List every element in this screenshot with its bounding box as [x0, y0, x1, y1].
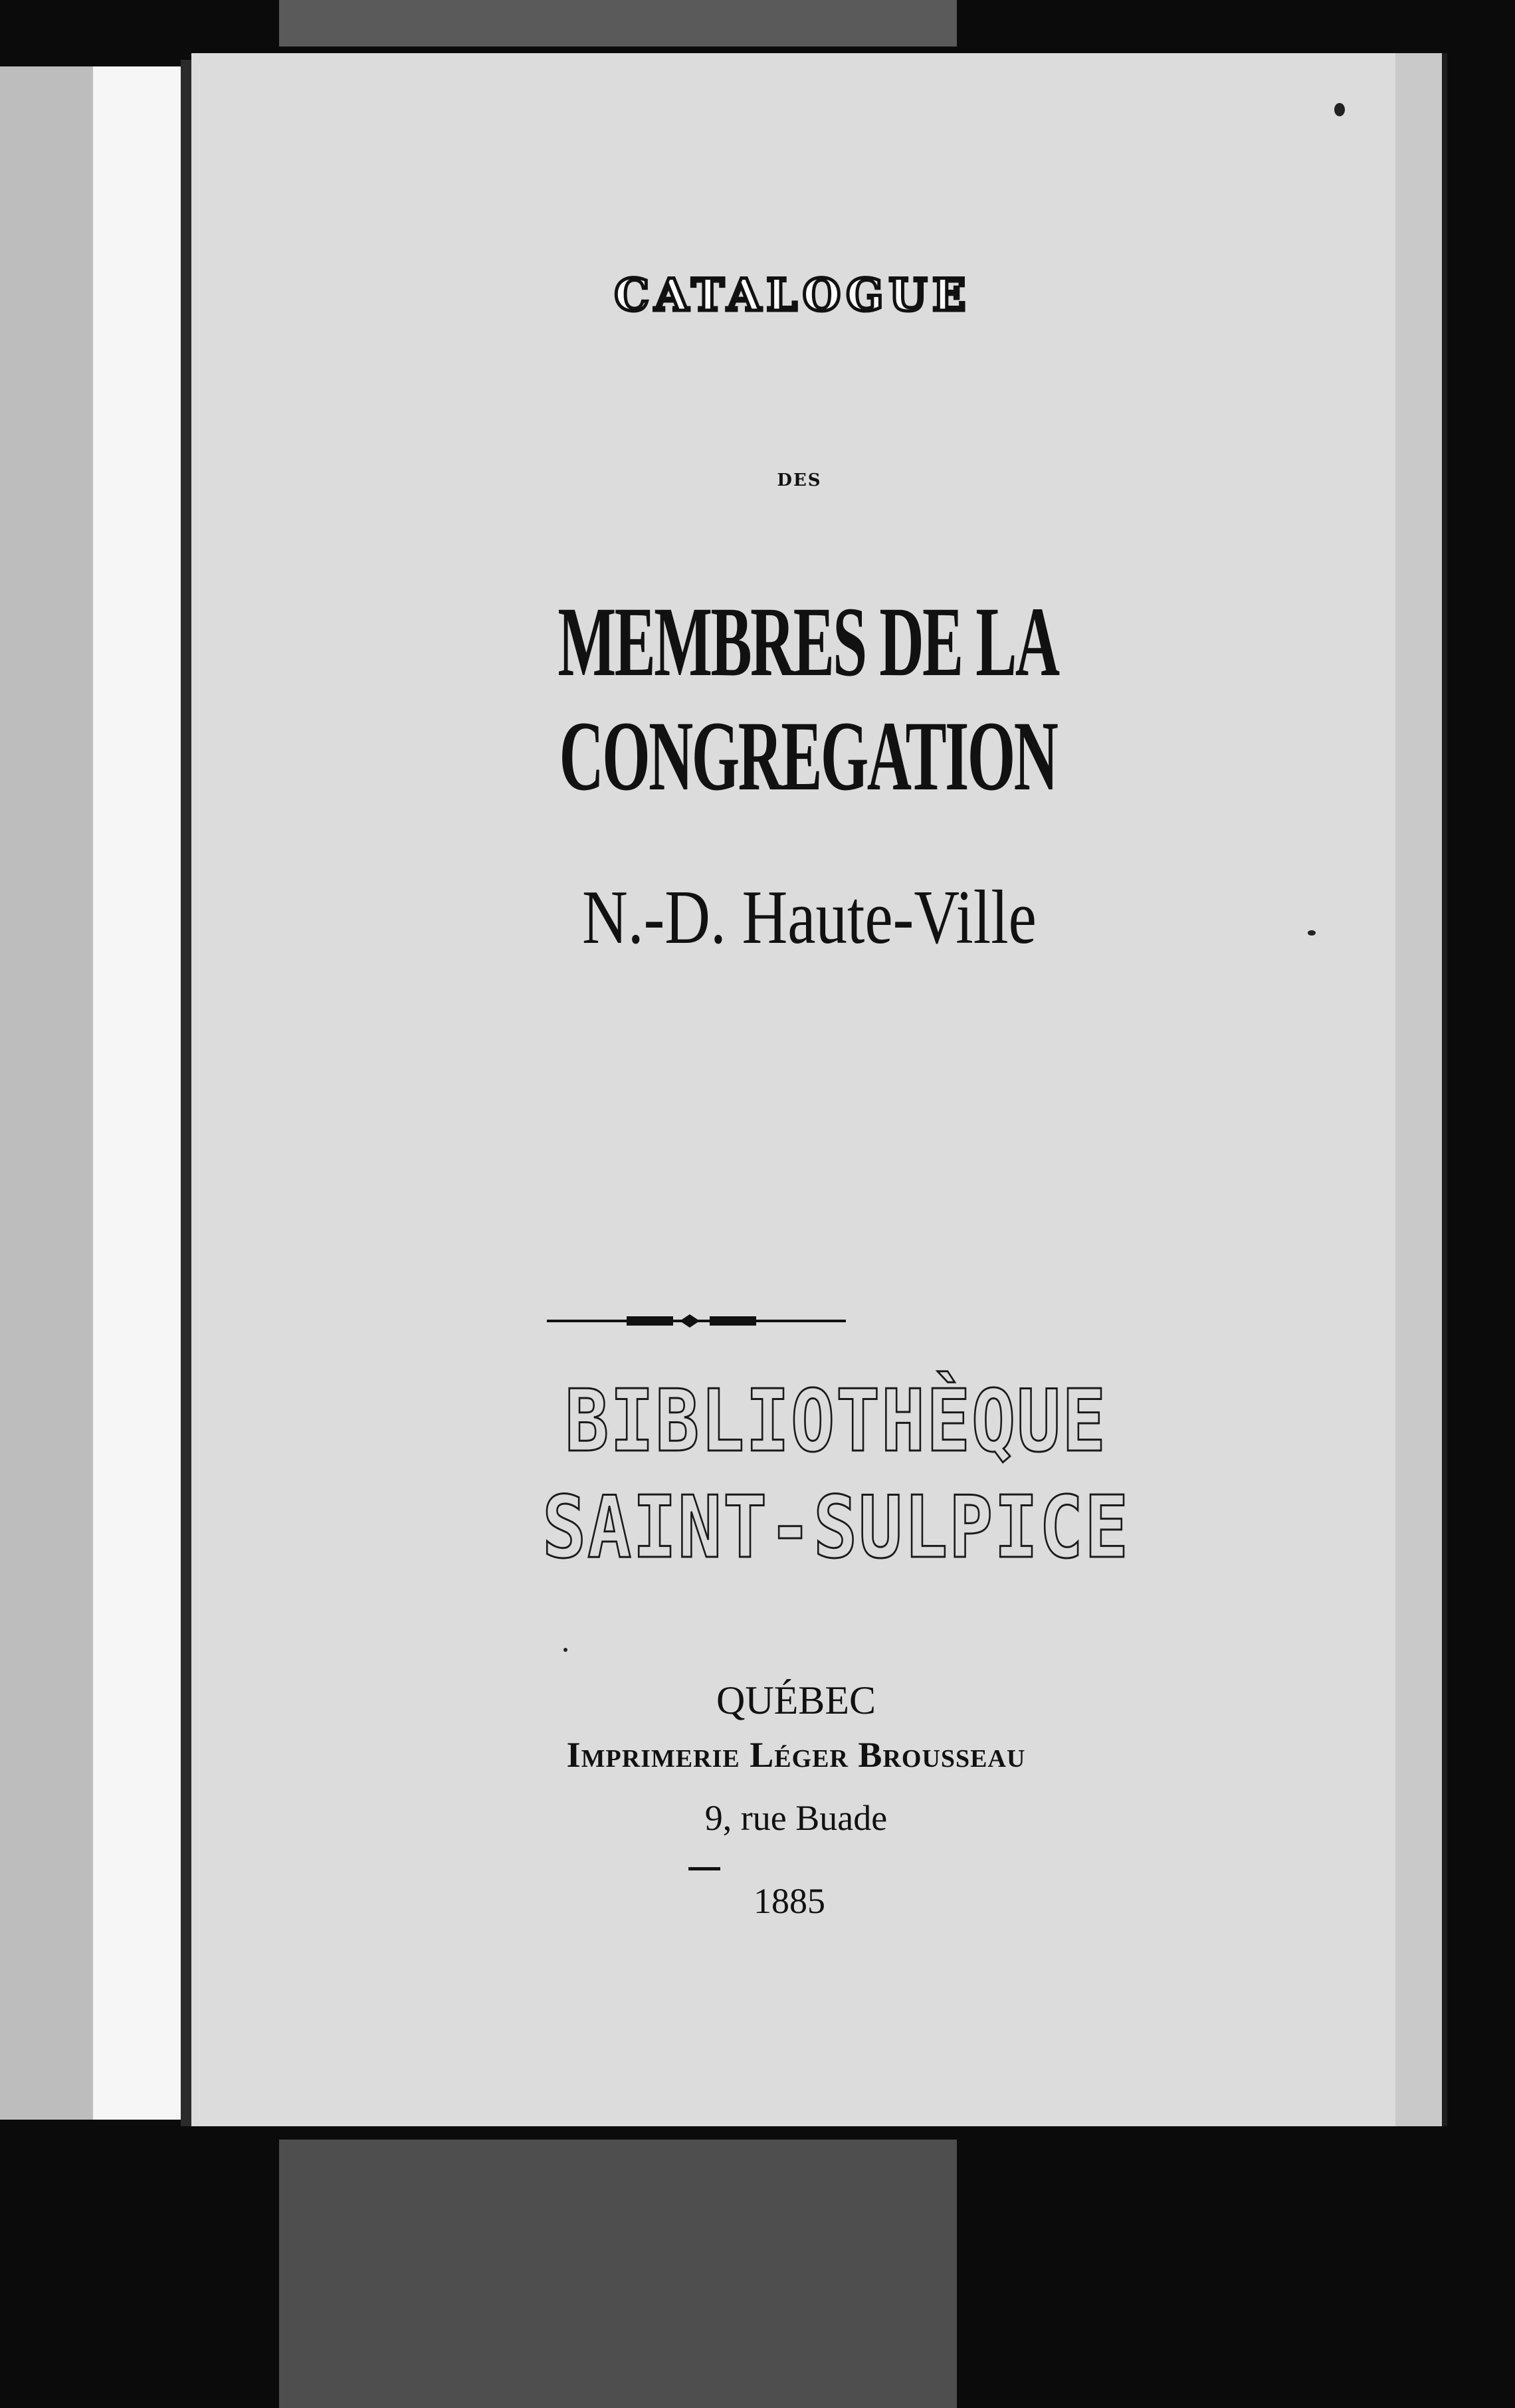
- imprint-year: 1885: [754, 1881, 825, 1921]
- paper-speck: [1334, 103, 1345, 116]
- imprint-printer: Imprimerie Léger Brousseau: [566, 1735, 1026, 1775]
- left-page-edge: [0, 66, 93, 2120]
- paper-speck: [563, 1648, 567, 1652]
- stamp-line-2: SAINT-SULPICE: [542, 1478, 1130, 1577]
- title-page-content: [191, 53, 1441, 2126]
- paper-speck: [1308, 930, 1316, 936]
- stamp-line-1: BIBLIOTHÈQUE: [565, 1372, 1107, 1471]
- des-label: DES: [777, 470, 822, 490]
- white-margin-band: [93, 66, 183, 2120]
- subtitle: N.-D. Haute-Ville: [582, 875, 1037, 960]
- scan-top-strip: [279, 0, 957, 47]
- catalogue-heading: CATALOGUE: [614, 269, 971, 321]
- imprint-city: QUÉBEC: [716, 1678, 876, 1722]
- main-title: MEMBRES DE LA CONGREGATION: [557, 587, 1059, 811]
- ornament-divider: [547, 1311, 846, 1331]
- imprint-divider: [688, 1867, 720, 1870]
- imprint-address: 9, rue Buade: [704, 1798, 888, 1838]
- scan-bottom-strip: [279, 2140, 957, 2408]
